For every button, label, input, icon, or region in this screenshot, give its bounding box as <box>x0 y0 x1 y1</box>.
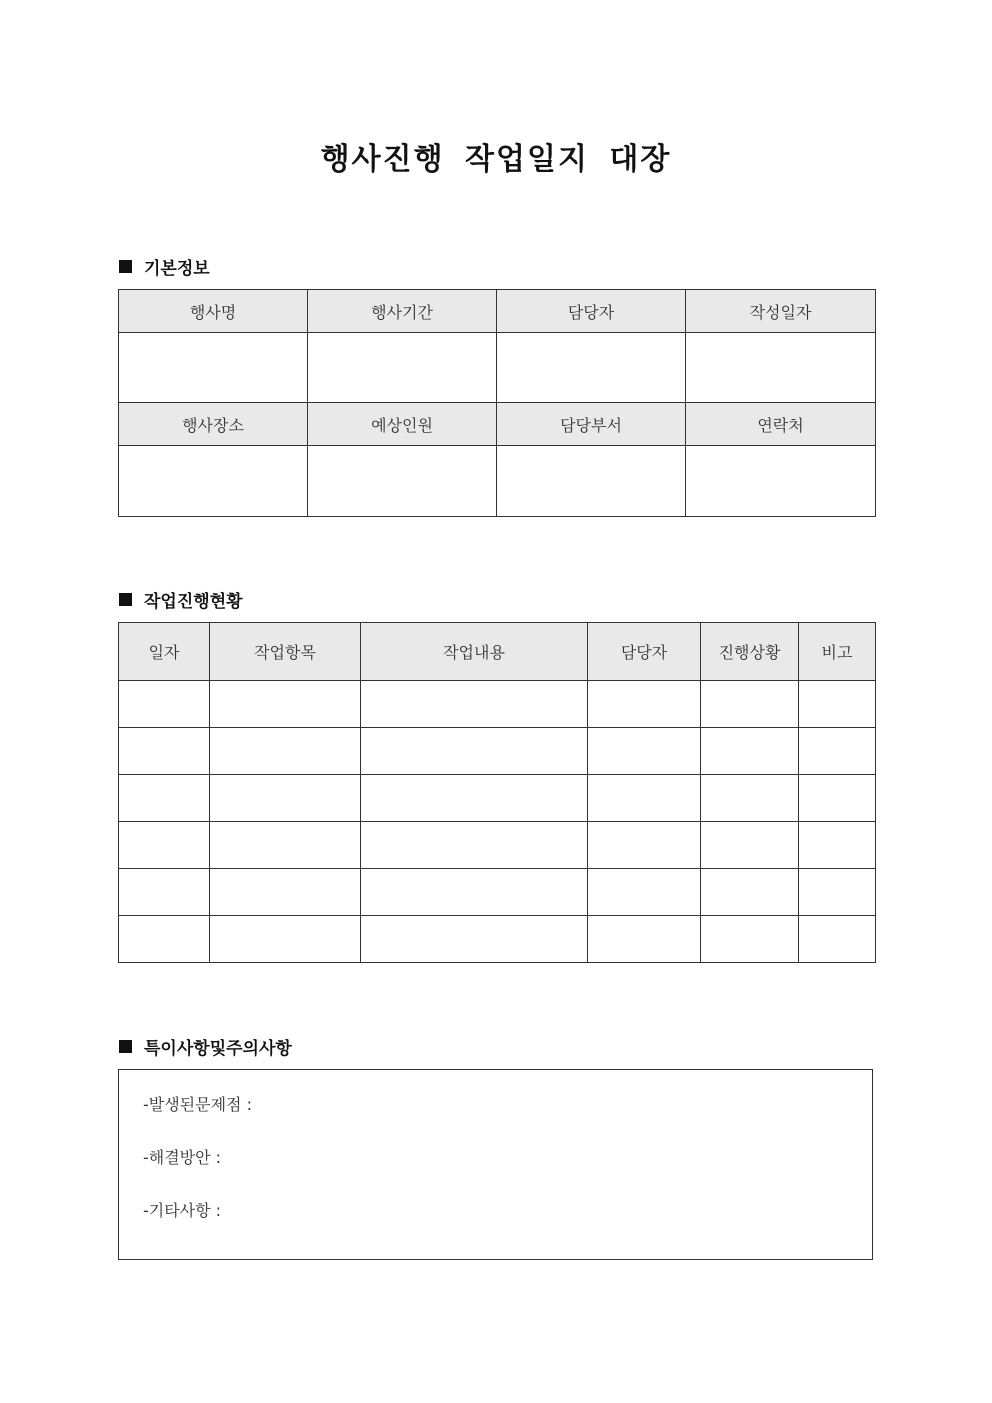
date-cell[interactable] <box>119 681 210 728</box>
remarks-cell[interactable] <box>799 775 876 822</box>
assignee-cell[interactable] <box>588 681 701 728</box>
note-issues-label: -발생된문제점 : <box>143 1095 252 1114</box>
header-event-venue: 행사장소 <box>119 403 308 446</box>
basic-header-row-1 <box>119 290 876 333</box>
written-date-cell[interactable] <box>686 333 876 403</box>
remarks-cell[interactable] <box>799 822 876 869</box>
basic-input-row-1 <box>119 333 876 403</box>
work-content-cell[interactable] <box>361 822 588 869</box>
status-cell[interactable] <box>701 916 799 963</box>
table-row <box>119 728 876 775</box>
section-basic-info <box>119 254 210 279</box>
manager-cell[interactable] <box>497 333 686 403</box>
remarks-cell[interactable] <box>799 728 876 775</box>
basic-info-table <box>118 289 876 517</box>
assignee-cell[interactable] <box>588 775 701 822</box>
remarks-cell[interactable] <box>799 869 876 916</box>
progress-table <box>118 622 876 963</box>
work-item-cell[interactable] <box>210 869 361 916</box>
work-item-cell[interactable] <box>210 822 361 869</box>
header-event-name: 행사명 <box>119 290 308 333</box>
date-cell[interactable] <box>119 869 210 916</box>
header-department: 담당부서 <box>497 403 686 446</box>
table-row <box>119 822 876 869</box>
remarks-cell[interactable] <box>799 916 876 963</box>
header-assignee: 담당자 <box>588 623 701 681</box>
work-item-cell[interactable] <box>210 916 361 963</box>
note-solution-label: -해결방안 : <box>143 1148 222 1167</box>
header-expected-attendees: 예상인원 <box>308 403 497 446</box>
table-row <box>119 916 876 963</box>
remarks-cell[interactable] <box>799 681 876 728</box>
section-progress-label: 작업진행현황 <box>144 592 243 612</box>
contact-cell[interactable] <box>686 446 876 517</box>
section-notes-label: 특이사항및주의사항 <box>144 1039 292 1059</box>
header-date: 일자 <box>119 623 210 681</box>
work-item-cell[interactable] <box>210 775 361 822</box>
section-basic-info-label: 기본정보 <box>144 259 210 279</box>
header-manager: 담당자 <box>497 290 686 333</box>
progress-header-row <box>119 623 876 681</box>
section-progress <box>119 587 243 612</box>
work-item-cell[interactable] <box>210 681 361 728</box>
department-cell[interactable] <box>497 446 686 517</box>
status-cell[interactable] <box>701 681 799 728</box>
section-notes <box>119 1034 292 1059</box>
page-title: 행사진행 작업일지 대장 <box>320 142 672 177</box>
event-name-cell[interactable] <box>119 333 308 403</box>
status-cell[interactable] <box>701 728 799 775</box>
work-item-cell[interactable] <box>210 728 361 775</box>
status-cell[interactable] <box>701 822 799 869</box>
event-venue-cell[interactable] <box>119 446 308 517</box>
table-row <box>119 869 876 916</box>
date-cell[interactable] <box>119 775 210 822</box>
basic-header-row-2 <box>119 403 876 446</box>
event-period-cell[interactable] <box>308 333 497 403</box>
table-row <box>119 681 876 728</box>
header-written-date: 작성일자 <box>686 290 876 333</box>
expected-attendees-cell[interactable] <box>308 446 497 517</box>
assignee-cell[interactable] <box>588 916 701 963</box>
square-bullet-icon <box>119 1040 132 1053</box>
status-cell[interactable] <box>701 775 799 822</box>
notes-box[interactable] <box>118 1069 873 1260</box>
work-content-cell[interactable] <box>361 775 588 822</box>
header-event-period: 행사기간 <box>308 290 497 333</box>
header-contact: 연락처 <box>686 403 876 446</box>
date-cell[interactable] <box>119 822 210 869</box>
work-content-cell[interactable] <box>361 728 588 775</box>
header-work-item: 작업항목 <box>210 623 361 681</box>
table-row <box>119 775 876 822</box>
assignee-cell[interactable] <box>588 869 701 916</box>
date-cell[interactable] <box>119 916 210 963</box>
header-status: 진행상황 <box>701 623 799 681</box>
header-remarks: 비고 <box>799 623 876 681</box>
square-bullet-icon <box>119 593 132 606</box>
work-content-cell[interactable] <box>361 916 588 963</box>
assignee-cell[interactable] <box>588 728 701 775</box>
work-content-cell[interactable] <box>361 869 588 916</box>
square-bullet-icon <box>119 260 132 273</box>
header-work-content: 작업내용 <box>361 623 588 681</box>
date-cell[interactable] <box>119 728 210 775</box>
basic-input-row-2 <box>119 446 876 517</box>
work-content-cell[interactable] <box>361 681 588 728</box>
note-etc-label: -기타사항 : <box>143 1201 222 1220</box>
status-cell[interactable] <box>701 869 799 916</box>
assignee-cell[interactable] <box>588 822 701 869</box>
